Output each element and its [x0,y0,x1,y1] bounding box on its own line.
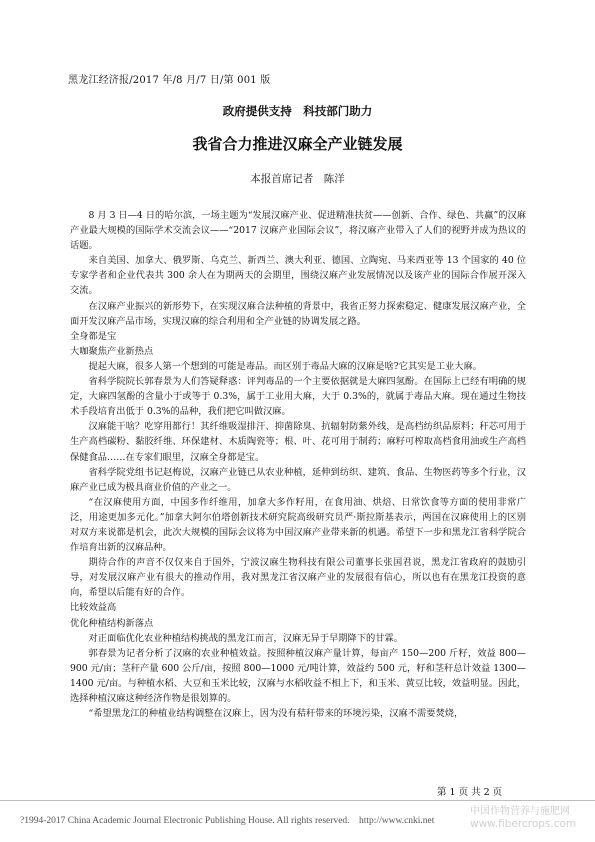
paragraph: “希望黑龙江的种植业结构调整在汉麻上，因为没有秸秆带来的环境污染，汉麻不需要焚烧， [88,708,464,720]
paragraph: 省科学院党组书记赵梅说，汉麻产业链已从农业种植，延伸到纺织、建筑、食品、生物医药等多个行业，汉麻产业已成为极具商业价值的产业之一。 [70,466,526,493]
page-number: 第 1 页 共 2 页 [437,787,503,798]
paragraph: 汉麻能干啥？吃穿用都行！其纤维吸湿排汗、抑菌除臭、抗辐射防紫外线，是高档纺织品原料；秆芯可用于生产高档碳粉、黏胶纤维、环保建材、木质陶瓷等；根、叶、花可用于制药；麻籽可榨取高档食用油或生产高档保健食品……在专家们眼里，汉麻全身都是宝。 [70,421,526,463]
copyright-notice: ?1994-2017 China Academic Journal Electronic Publishing House. All rights reserved. http://www.cnki.net [20,816,435,826]
watermark-url: www.fibercrops.com [470,818,577,830]
subheadline: 政府提供支持 科技部门助力 [222,104,373,118]
paragraph: 对正面临优化农业种植结构挑战的黑龙江而言，汉麻无异于早期降下的甘霖。 [88,632,403,644]
watermark-text: 中国作物营养与施肥网 [470,806,570,817]
article-title: 我省合力推进汉麻全产业链发展 [192,135,403,153]
section-heading: 全身都是宝 [70,330,117,342]
section-subheading: 大咖聚焦产业新热点 [70,345,154,357]
article-body [70,208,526,721]
byline: 本报首席记者 陈洋 [250,173,345,185]
paragraph: 省科学院院长郭春景为人们答疑释惑：评判毒品的一个主要依据就是大麻四氢酚。在国际上已经有明确的规定，大麻四氢酚的含量小于或等于 0.3%，属于工业用大麻，大于 0.3%的，就属于毒品大麻。现在通过生物技术手段培育出低于 0.3%的品种，我们把它叫做汉麻。 [70,376,526,418]
paragraph: 来自美国、加拿大、俄罗斯、乌克兰、新西兰、澳大利亚、德国、立陶宛、马来西亚等 13 个国家的 40 位专家学者和企业代表共 300 余人在为期两天的会期里，围绕汉麻产业发展情况以及该产业的国际合作展开深入交流。 [70,255,526,297]
paragraph: 郭春景为记者分析了汉麻的农业种植效益。按照种植汉麻产量计算，每亩产 150—200 斤籽，效益 800—900 元/亩；茎秆产量 600 公斤/亩，按照 800—1000 元/吨计算，效益约 500 元，籽和茎秆总计效益 1300—1400 元/亩。与种植水稻、大豆和玉米比较，汉麻与水稻收益不相上下，和玉米、黄豆比较，效益明显。因此，选择种植汉麻这种经济作物是很划算的。 [70,647,526,704]
footer-divider [0,800,595,801]
section-heading: 比较效益高 [70,602,117,614]
paragraph: 提起大麻，很多人第一个想到的可能是毒品。而区别于毒品大麻的汉麻是啥?它其实是工业大麻。 [88,360,482,372]
section-subheading: 优化种植结构新落点 [70,617,154,629]
paragraph: “在汉麻使用方面，中国多作纤维用，加拿大多作籽用，在食用油、烘焙、日常饮食等方面的使用非常广泛，用途更加多元化。”加拿大阿尔伯塔创新技术研究院高级研究员严·斯拉斯基表示，两国在汉麻使用上的区别对双方来说都是机会，此次大规模的国际会议将为中国汉麻产业带来新的机遇。希望下一步和黑龙江省科学院合作培育出新的汉麻品种。 [70,496,526,554]
paragraph: 期待合作的声音不仅仅来自于国外，宁波汉麻生物科技有限公司董事长张国君说，黑龙江省政府的鼓励引导，对发展汉麻产业有很大的推动作用，我对黑龙江省汉麻产业的发展很有信心，所以也有在黑龙江投资的意向，希望以后能有好的合作。 [70,557,526,599]
watermark [470,806,576,830]
paragraph: 8 月 3 日—4 日的哈尔滨，一场主题为“发展汉麻产业、促进精准扶贫——创新、合作、绿色、共赢”的汉麻产业最大规模的国际学术交流会议——“2017 汉麻产业国际会议”，将汉麻产业带入了人们的视野并成为热议的话题。 [70,210,526,252]
source-line: 黑龙江经济报/2017 年/8 月/7 日/第 001 版 [68,75,271,86]
paragraph: 在汉麻产业振兴的新形势下，在实现汉麻合法种植的背景中，我省正努力探索稳定、健康发展汉麻产业，全面开发汉麻产品市场，实现汉麻的综合利用和全产业链的协调发展之路。 [70,300,526,327]
